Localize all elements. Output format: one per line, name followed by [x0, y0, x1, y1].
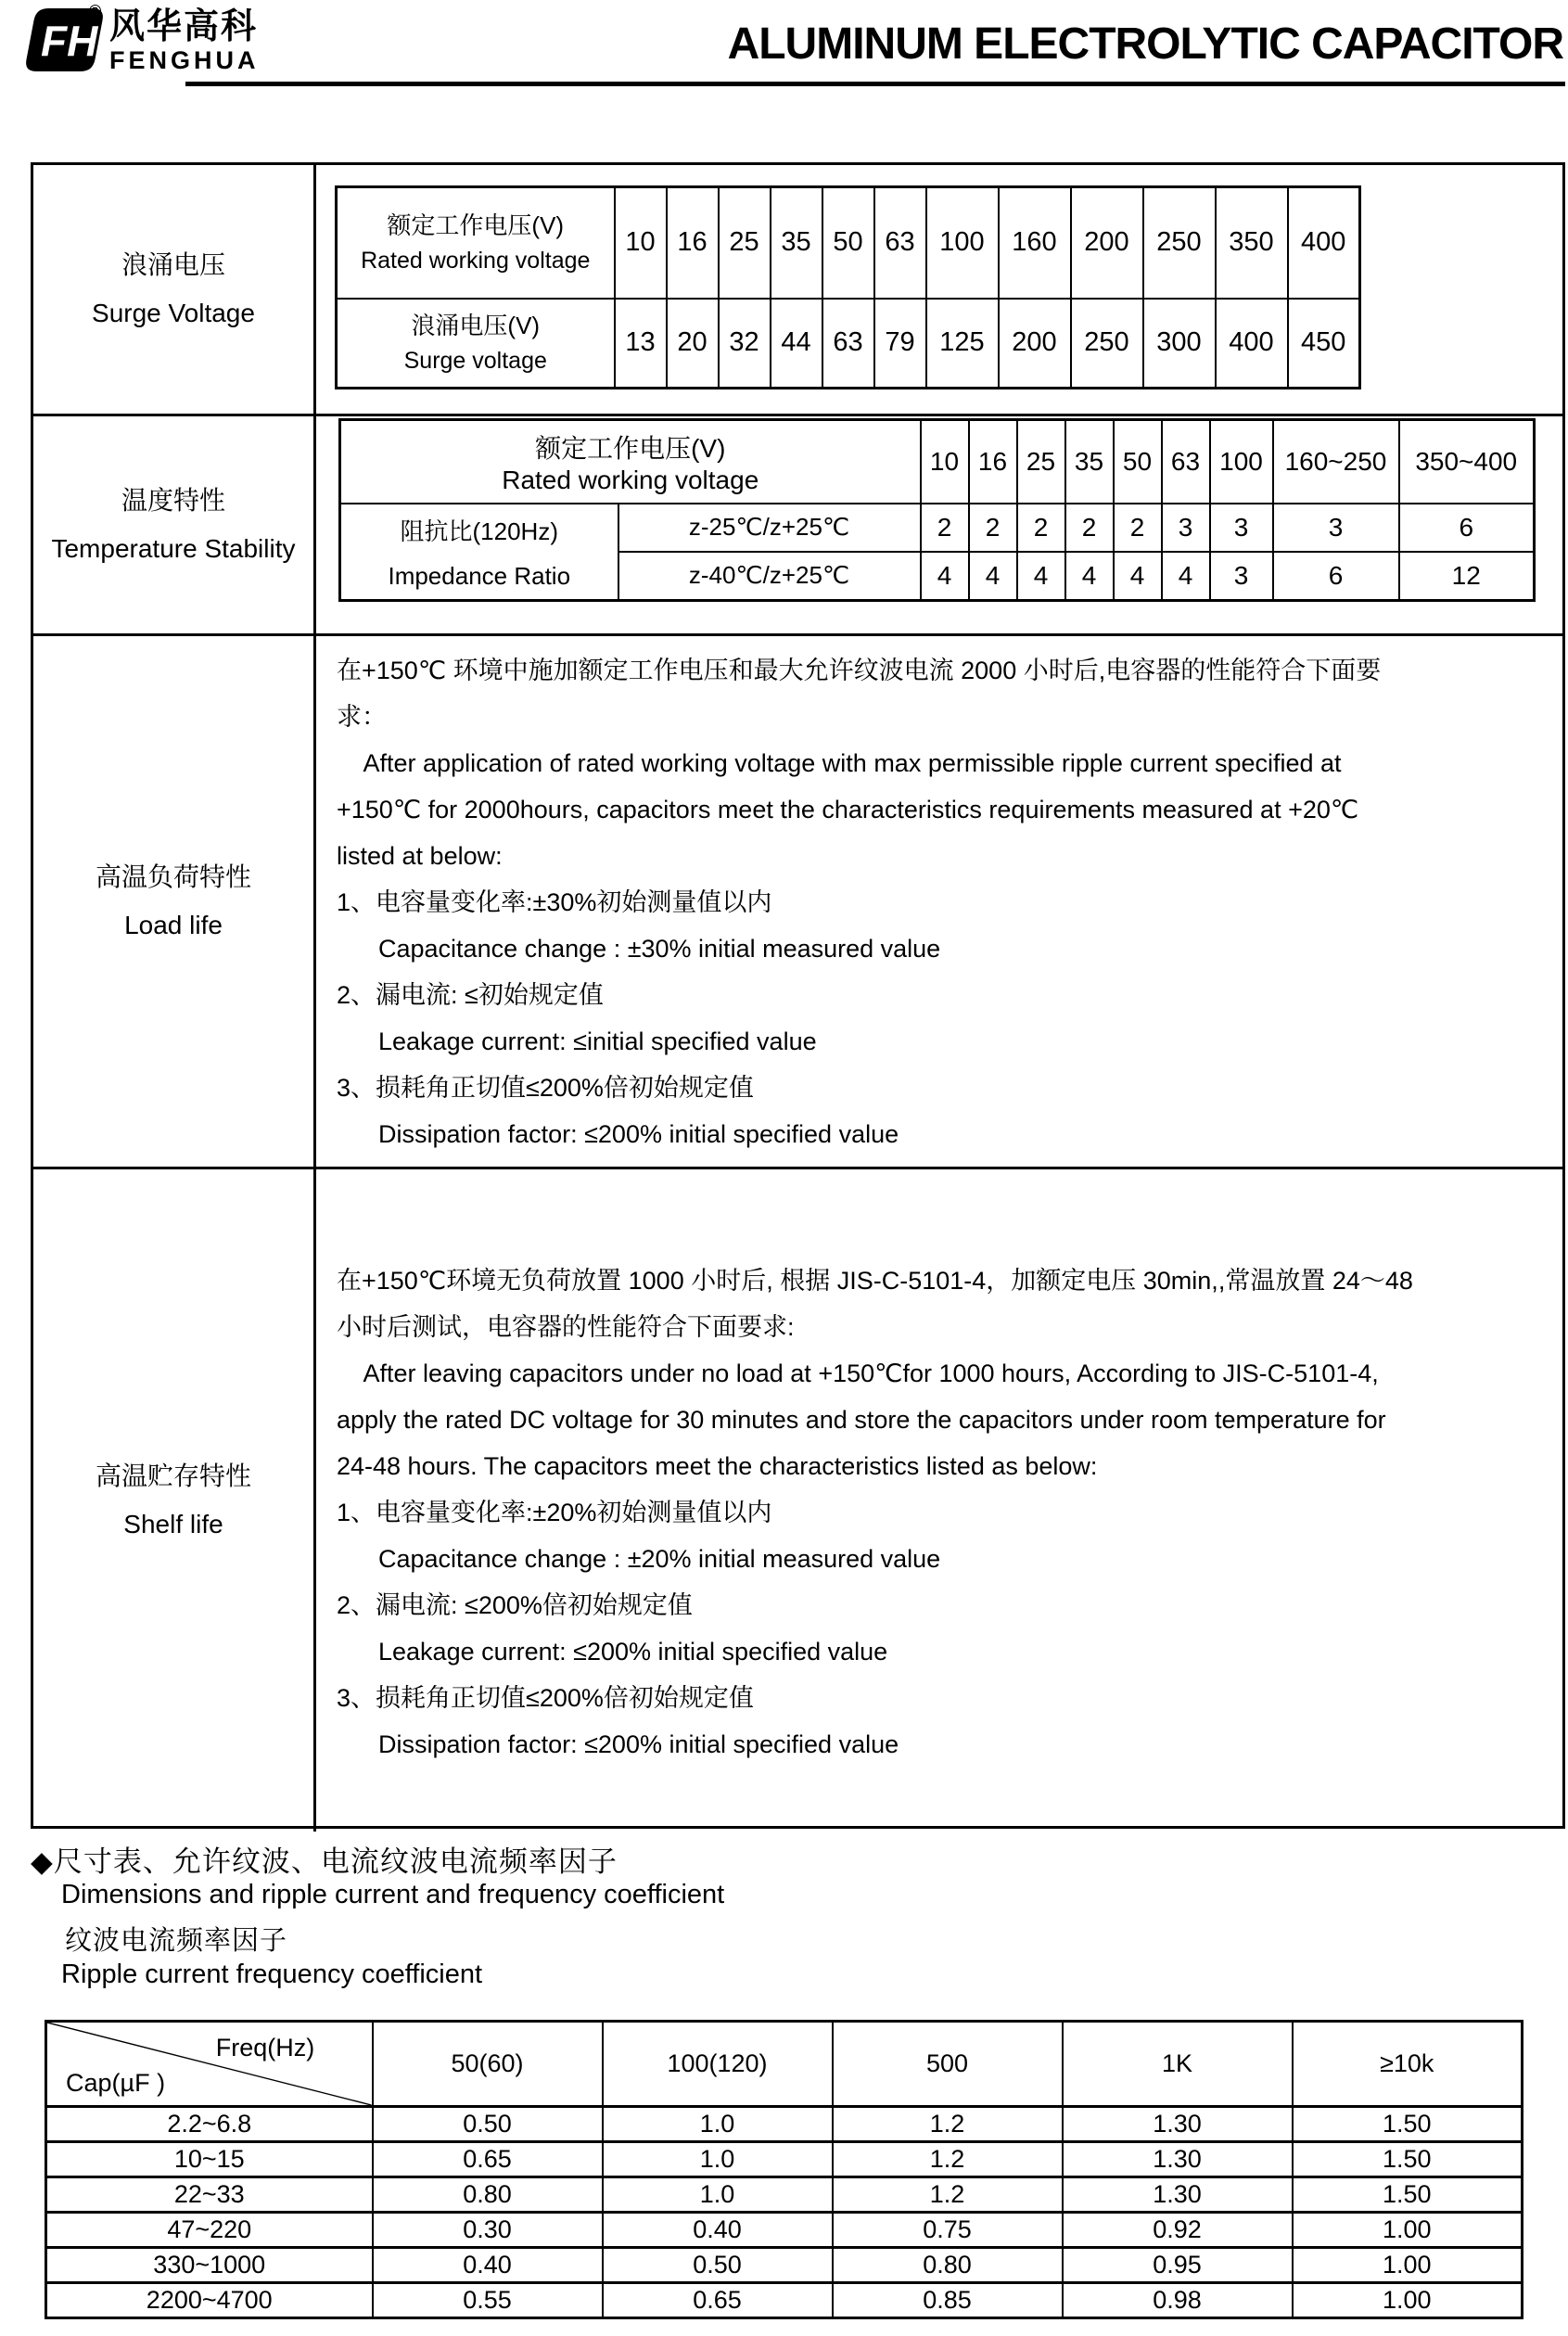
freq-table-row	[46, 2107, 1523, 2142]
surge-voltage-value: 63	[822, 299, 874, 389]
corner-cap-label: Cap(µF )	[66, 2069, 166, 2097]
surge-voltage-label-cn: 浪涌电压(V)	[411, 311, 541, 339]
load-life-label-en: Load life	[124, 911, 223, 939]
impedance-label-en: Impedance Ratio	[388, 562, 571, 590]
coefficient-cell: 1.50	[1293, 2142, 1523, 2177]
impedance-z25-value: 2	[969, 504, 1017, 552]
shelf-life-section-label	[33, 1169, 316, 1832]
rated-voltage-value: 400	[1288, 187, 1360, 299]
voltage-column-header: 100	[1210, 420, 1273, 504]
rated-voltage-value: 350	[1216, 187, 1288, 299]
shelf-life-label-en: Shelf life	[123, 1510, 223, 1538]
surge-voltage-value: 32	[719, 299, 771, 389]
surge-label-en: Surge Voltage	[92, 299, 255, 327]
impedance-z25-condition: z-25℃/z+25℃	[618, 504, 921, 552]
impedance-z25-value: 2	[1065, 504, 1114, 552]
impedance-z25-value: 3	[1162, 504, 1210, 552]
coefficient-cell: 1.0	[603, 2107, 833, 2142]
temp-rated-voltage-header	[340, 420, 921, 504]
freq-table-row	[46, 2248, 1523, 2283]
header-rule	[185, 82, 1565, 86]
coefficient-cell: 1.0	[603, 2177, 833, 2213]
impedance-z25-row	[340, 504, 1535, 552]
shelf-life-section-content	[316, 1169, 1562, 1832]
rated-voltage-row	[337, 187, 1360, 299]
freq-cap-corner-cell	[46, 2022, 373, 2107]
rated-voltage-label-cell	[337, 187, 615, 299]
impedance-z25-value: 3	[1273, 504, 1399, 552]
rated-voltage-value: 160	[999, 187, 1071, 299]
coefficient-cell: 0.75	[833, 2213, 1063, 2248]
freq-column-header: ≥10k	[1293, 2022, 1523, 2107]
coefficient-cell: 0.40	[603, 2213, 833, 2248]
dimensions-heading-cn: ◆尺寸表、允许纹波、电流纹波电流频率因子	[31, 1845, 618, 1878]
coefficient-cell: 0.30	[373, 2213, 603, 2248]
ripple-heading-en: Ripple current frequency coefficient	[61, 1959, 483, 1989]
load-life-line: Leakage current: ≤initial specified value	[337, 1028, 817, 1055]
cap-range-cell: 2200~4700	[46, 2283, 373, 2318]
coefficient-cell: 1.2	[833, 2142, 1063, 2177]
ripple-frequency-table	[45, 2020, 1523, 2319]
rated-voltage-value: 100	[926, 187, 999, 299]
impedance-label-cn: 阻抗比(120Hz)	[400, 517, 558, 545]
coefficient-cell: 0.95	[1063, 2248, 1293, 2283]
impedance-z25-value: 6	[1399, 504, 1535, 552]
load-life-line: Dissipation factor: ≤200% initial specified value	[337, 1120, 899, 1148]
load-life-line: 1、电容量变化率:±30%初始测量值以内	[337, 888, 772, 916]
load-life-line: 求：	[337, 703, 387, 731]
temperature-label-cn: 温度特性	[121, 486, 225, 515]
surge-voltage-value: 79	[874, 299, 926, 389]
svg-text:FH: FH	[41, 17, 98, 65]
surge-voltage-value: 13	[615, 299, 667, 389]
freq-column-header: 50(60)	[373, 2022, 603, 2107]
surge-voltage-value: 125	[926, 299, 999, 389]
voltage-column-header: 10	[921, 420, 969, 504]
shelf-life-line: After leaving capacitors under no load at +150℃for 1000 hours, According to JIS-C-5101-4,	[337, 1359, 1379, 1387]
logo-name-en: FENGHUA	[109, 46, 260, 74]
load-life-label-cn: 高温负荷特性	[95, 862, 251, 891]
load-life-section-content	[316, 636, 1562, 1167]
coefficient-cell: 0.92	[1063, 2213, 1293, 2248]
temp-rated-label-cn: 额定工作电压(V)	[535, 433, 726, 463]
rated-voltage-value: 200	[1071, 187, 1143, 299]
voltage-column-header: 350~400	[1399, 420, 1535, 504]
surge-voltage-value: 300	[1143, 299, 1216, 389]
cap-range-cell: 2.2~6.8	[46, 2107, 373, 2142]
shelf-life-line: apply the rated DC voltage for 30 minutes and store the capacitors under room temperature for	[337, 1406, 1386, 1434]
freq-column-header: 100(120)	[603, 2022, 833, 2107]
coefficient-cell: 1.0	[603, 2142, 833, 2177]
impedance-ratio-label-cell	[340, 504, 618, 601]
rated-voltage-value: 250	[1143, 187, 1216, 299]
load-life-line: 在+150℃ 环境中施加额定工作电压和最大允许纹波电流 2000 小时后,电容器的性能符合下面要	[337, 657, 1382, 684]
shelf-life-line: Capacitance change : ±20% initial measured value	[337, 1545, 941, 1573]
temp-voltage-header-row	[340, 420, 1535, 504]
surge-section-content	[316, 165, 1562, 414]
logo-text	[109, 7, 295, 74]
temperature-label-en: Temperature Stability	[51, 534, 296, 563]
rated-voltage-value: 35	[771, 187, 822, 299]
load-life-line: After application of rated working voltage with max permissible ripple current specified at	[337, 749, 1342, 777]
surge-voltage-section	[33, 165, 1562, 414]
rated-voltage-value: 50	[822, 187, 874, 299]
freq-column-header: 500	[833, 2022, 1063, 2107]
shelf-life-text	[337, 1257, 1540, 1768]
surge-voltage-table	[335, 185, 1361, 389]
shelf-life-line: 1、电容量变化率:±20%初始测量值以内	[337, 1499, 772, 1526]
impedance-z40-value: 12	[1399, 552, 1535, 601]
impedance-z25-value: 2	[921, 504, 969, 552]
load-life-section	[33, 633, 1562, 1167]
voltage-column-header: 63	[1162, 420, 1210, 504]
spec-table	[31, 162, 1565, 1829]
load-life-line: 2、漏电流: ≤初始规定值	[337, 981, 604, 1009]
shelf-life-label-cn: 高温贮存特性	[95, 1462, 251, 1490]
surge-label-cn: 浪涌电压	[121, 250, 225, 279]
registered-mark: ®	[89, 2, 102, 20]
temperature-section-content	[316, 416, 1562, 633]
coefficient-cell: 0.50	[603, 2248, 833, 2283]
coefficient-cell: 0.55	[373, 2283, 603, 2318]
cap-range-cell: 10~15	[46, 2142, 373, 2177]
coefficient-cell: 1.30	[1063, 2177, 1293, 2213]
temperature-table	[338, 418, 1536, 602]
dimensions-heading-en: Dimensions and ripple current and frequency coefficient	[61, 1880, 725, 1909]
coefficient-cell: 1.2	[833, 2107, 1063, 2142]
impedance-z40-value: 4	[1065, 552, 1114, 601]
impedance-z25-value: 2	[1017, 504, 1065, 552]
surge-voltage-label-cell	[337, 299, 615, 389]
freq-table-row	[46, 2142, 1523, 2177]
rated-voltage-value: 63	[874, 187, 926, 299]
load-life-section-label	[33, 636, 316, 1167]
impedance-z40-value: 4	[969, 552, 1017, 601]
shelf-life-line: 小时后测试，电容器的性能符合下面要求:	[337, 1313, 795, 1341]
surge-voltage-value: 250	[1071, 299, 1143, 389]
coefficient-cell: 0.50	[373, 2107, 603, 2142]
shelf-life-line: Dissipation factor: ≤200% initial specified value	[337, 1730, 899, 1758]
rated-voltage-label-cn: 额定工作电压(V)	[387, 211, 565, 239]
coefficient-cell: 1.00	[1293, 2283, 1523, 2318]
impedance-z40-condition: z-40℃/z+25℃	[618, 552, 921, 601]
temp-rated-label-en: Rated working voltage	[502, 465, 759, 494]
shelf-life-section	[33, 1167, 1562, 1832]
surge-voltage-label-en: Surge voltage	[403, 347, 547, 374]
coefficient-cell: 1.30	[1063, 2107, 1293, 2142]
impedance-z25-value: 3	[1210, 504, 1273, 552]
load-life-line: Capacitance change : ±30% initial measured value	[337, 935, 941, 963]
logo-name-cn: 风华高科	[109, 7, 259, 46]
voltage-column-header: 35	[1065, 420, 1114, 504]
coefficient-cell: 0.65	[603, 2283, 833, 2318]
freq-header-row	[46, 2022, 1523, 2107]
cap-range-cell: 330~1000	[46, 2248, 373, 2283]
surge-voltage-value: 20	[667, 299, 719, 389]
coefficient-cell: 1.30	[1063, 2142, 1293, 2177]
surge-voltage-value: 400	[1216, 299, 1288, 389]
rated-voltage-value: 25	[719, 187, 771, 299]
voltage-column-header: 50	[1114, 420, 1162, 504]
temperature-stability-section	[33, 414, 1562, 633]
page-title: ALUMINUM ELECTROLYTIC CAPACITOR	[727, 19, 1563, 69]
coefficient-cell: 1.50	[1293, 2177, 1523, 2213]
freq-table-row	[46, 2177, 1523, 2213]
impedance-z40-value: 4	[1162, 552, 1210, 601]
surge-voltage-value: 200	[999, 299, 1071, 389]
surge-section-label	[33, 165, 316, 414]
rated-voltage-value: 16	[667, 187, 719, 299]
load-life-line: 3、损耗角正切值≤200%倍初始规定值	[337, 1074, 754, 1102]
corner-freq-label: Freq(Hz)	[215, 2034, 315, 2062]
freq-table-body	[46, 2107, 1523, 2318]
voltage-column-header: 25	[1017, 420, 1065, 504]
freq-table-row	[46, 2283, 1523, 2318]
shelf-life-line: Leakage current: ≤200% initial specified value	[337, 1638, 888, 1666]
impedance-z40-value: 6	[1273, 552, 1399, 601]
load-life-line: listed at below:	[337, 842, 503, 870]
ripple-heading-cn: 纹波电流频率因子	[65, 1926, 288, 1956]
cap-range-cell: 22~33	[46, 2177, 373, 2213]
load-life-line: +150℃ for 2000hours, capacitors meet the characteristics requirements measured at +20℃	[337, 796, 1359, 823]
coefficient-cell: 1.00	[1293, 2248, 1523, 2283]
coefficient-cell: 1.2	[833, 2177, 1063, 2213]
freq-column-header: 1K	[1063, 2022, 1293, 2107]
cap-range-cell: 47~220	[46, 2213, 373, 2248]
impedance-z40-value: 4	[1114, 552, 1162, 601]
impedance-z25-value: 2	[1114, 504, 1162, 552]
shelf-life-line: 2、漏电流: ≤200%倍初始规定值	[337, 1591, 693, 1619]
shelf-life-line: 24-48 hours. The capacitors meet the characteristics listed as below:	[337, 1452, 1098, 1480]
shelf-life-line: 3、损耗角正切值≤200%倍初始规定值	[337, 1684, 754, 1712]
surge-voltage-row	[337, 299, 1360, 389]
coefficient-cell: 0.85	[833, 2283, 1063, 2318]
surge-voltage-value: 450	[1288, 299, 1360, 389]
coefficient-cell: 0.80	[833, 2248, 1063, 2283]
temperature-section-label	[33, 416, 316, 633]
rated-voltage-label-en: Rated working voltage	[361, 247, 591, 274]
impedance-z40-value: 4	[1017, 552, 1065, 601]
voltage-column-header: 160~250	[1273, 420, 1399, 504]
coefficient-cell: 0.40	[373, 2248, 603, 2283]
voltage-column-header: 16	[969, 420, 1017, 504]
coefficient-cell: 0.80	[373, 2177, 603, 2213]
surge-voltage-value: 44	[771, 299, 822, 389]
impedance-z40-value: 4	[921, 552, 969, 601]
load-life-text	[337, 647, 1540, 1157]
impedance-z40-value: 3	[1210, 552, 1273, 601]
shelf-life-line: 在+150℃环境无负荷放置 1000 小时后, 根据 JIS-C-5101-4，加额定电压 30min,,常温放置 24～48	[337, 1267, 1413, 1295]
coefficient-cell: 0.65	[373, 2142, 603, 2177]
freq-table-row	[46, 2213, 1523, 2248]
rated-voltage-value: 10	[615, 187, 667, 299]
coefficient-cell: 0.98	[1063, 2283, 1293, 2318]
coefficient-cell: 1.00	[1293, 2213, 1523, 2248]
coefficient-cell: 1.50	[1293, 2107, 1523, 2142]
